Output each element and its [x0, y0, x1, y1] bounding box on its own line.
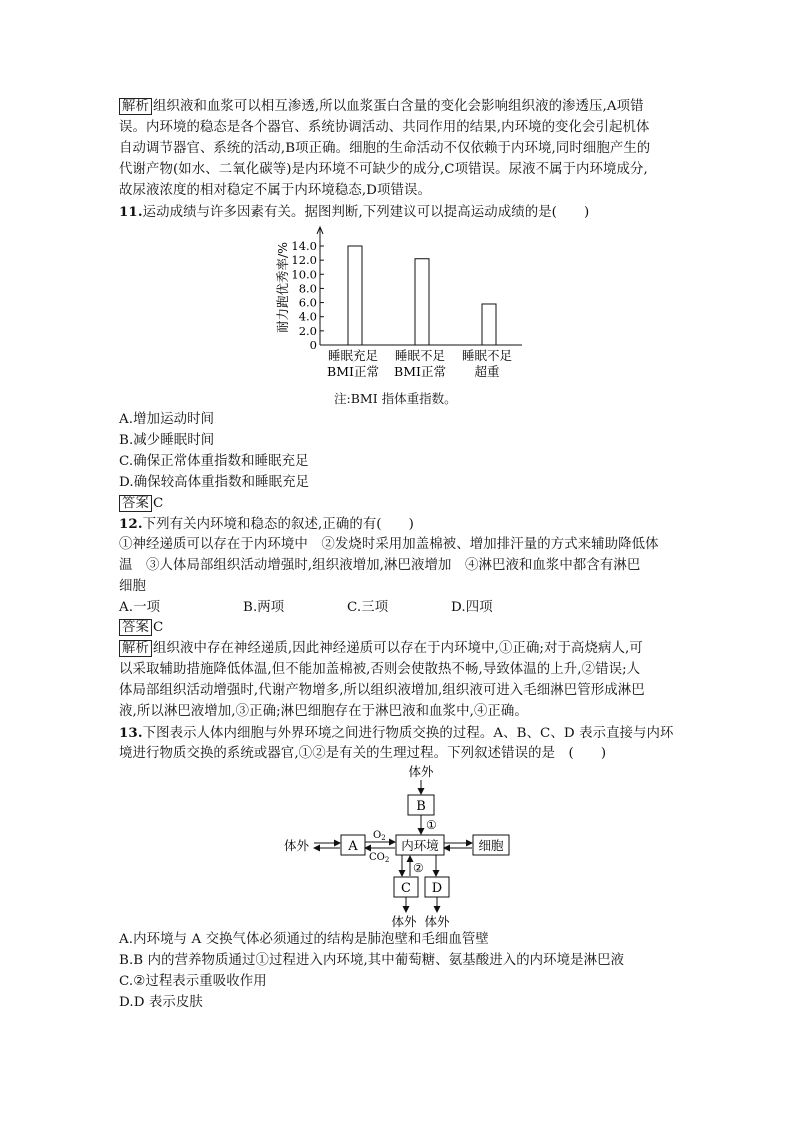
- bar: [482, 304, 496, 345]
- q13-option-a: A.内环境与 A 交换气体必须通过的结构是肺泡壁和毛细血管壁: [119, 932, 489, 947]
- q11-stem: 11.运动成绩与许多因素有关。据图判断,下列建议可以提高运动成绩的是( ): [119, 204, 590, 220]
- box-c-label: C: [401, 881, 411, 896]
- q13-stem-line-2: 境进行物质交换的系统或器官,①②是有关的生理过程。下列叙述错误的是 ( ): [119, 746, 607, 761]
- q13-option-c: C.②过程表示重吸收作用: [119, 974, 267, 989]
- q12-analysis-line-1: 解析 组织液中存在神经递质,因此神经递质可以存在于内环境中,①正确;对于高烧病人,可: [119, 639, 643, 659]
- center-label: 内环境: [401, 838, 439, 853]
- q12-option-b: B.两项: [243, 600, 285, 615]
- q13-option-d: D.D 表示皮肤: [119, 995, 203, 1010]
- q12-statement-line-2: 温 ③人体局部组织活动增强时,组织液增加,淋巴液增加 ④淋巴液和血浆中都含有淋巴: [119, 558, 641, 573]
- category-label: 超重: [474, 364, 500, 379]
- q11-number: 11.: [119, 204, 143, 220]
- process-1-label: ①: [426, 818, 437, 832]
- q11-bar-chart: [270, 224, 540, 400]
- outside-top-label: 体外: [408, 764, 434, 779]
- q12-analysis-line-4: 液,所以淋巴液增加,③正确;淋巴细胞存在于淋巴液和血浆中,④正确。: [119, 704, 528, 719]
- category-label: 睡眠不足: [461, 348, 513, 363]
- outside-bottom-d-label: 体外: [424, 914, 450, 929]
- q10-analysis-line-3: 自动调节器官、系统的活动,B项正确。细胞的生命活动不仅依赖于内环境,同时细胞产生的: [119, 141, 651, 156]
- y-tick-label: 12.0: [291, 253, 317, 268]
- q10-analysis-line-2: 误。内环境的稳态是各个器官、系统协调活动、共同作用的结果,内环境的变化会引起机体: [119, 120, 650, 135]
- bar: [348, 246, 362, 345]
- y-tick-label: 10.0: [291, 267, 317, 282]
- y-tick-label: 4.0: [298, 309, 317, 324]
- co2-label: $CO_2$: [369, 852, 390, 864]
- outside-left-label: 体外: [284, 838, 310, 853]
- answer-tag: 答案: [119, 495, 152, 512]
- box-d-label: D: [431, 881, 443, 896]
- q12-option-d: D.四项: [451, 600, 493, 615]
- q12-statement-line-1: ①神经递质可以存在于内环境中 ②发烧时采用加盖棉被、增加排汗量的方式来辅助降低体: [119, 537, 659, 552]
- analysis-tag: 解析: [119, 640, 152, 657]
- q12-statement-line-3: 细胞: [119, 579, 146, 594]
- q11-option-d: D.确保较高体重指数和睡眠充足: [119, 475, 310, 490]
- q10-analysis-line-5: 故尿液浓度的相对稳定不属于内环境稳态,D项错误。: [119, 183, 431, 198]
- q11-option-a: A.增加运动时间: [119, 412, 215, 427]
- category-label: 睡眠不足: [394, 348, 446, 363]
- outside-bottom-c-label: 体外: [391, 914, 417, 929]
- q12-analysis-line-3: 体局部组织活动增强时,代谢产物增多,所以组织液增加,组织液可进入毛细淋巴管形成淋巴: [119, 683, 645, 698]
- q12-answer: 答案 C: [119, 618, 163, 638]
- q12-stem: 12.下列有关内环境和稳态的叙述,正确的有( ): [119, 516, 414, 532]
- category-label: BMI正常: [327, 364, 379, 379]
- category-label: 睡眠充足: [327, 348, 379, 363]
- o2-label: $O_2$: [373, 830, 386, 842]
- analysis-tag: 解析: [119, 98, 152, 115]
- y-tick-label: 14.0: [291, 239, 317, 253]
- category-label: BMI正常: [394, 364, 446, 379]
- q12-option-a: A.一项: [119, 600, 161, 615]
- q13-number: 13.: [119, 725, 143, 741]
- q11-answer: 答案 C: [119, 494, 163, 514]
- q11-option-c: C.确保正常体重指数和睡眠充足: [119, 454, 309, 469]
- y-tick-label: 6.0: [298, 295, 317, 310]
- q13-diagram: [270, 762, 530, 930]
- answer-tag: 答案: [119, 619, 152, 636]
- q13-stem-line-1: 13.下图表示人体内细胞与外界环境之间进行物质交换的过程。A、B、C、D 表示直接与内环: [119, 725, 674, 741]
- y-tick-label: 0: [309, 338, 317, 352]
- bar: [415, 259, 429, 345]
- q10-analysis-line-1: 解析 组织液和血浆可以相互渗透,所以血浆蛋白含量的变化会影响组织液的渗透压,A项错: [119, 97, 644, 117]
- y-tick-label: 8.0: [298, 281, 317, 296]
- q12-option-c: C.三项: [347, 600, 389, 615]
- box-a-label: A: [348, 839, 358, 854]
- q12-analysis-line-2: 以采取辅助措施降低体温,但不能加盖棉被,否则会使散热不畅,导致体温的上升,②错误;人: [119, 662, 641, 677]
- q10-analysis-line-4: 代谢产物(如水、二氧化碳等)是内环境不可缺少的成分,C项错误。尿液不属于内环境成分,: [119, 162, 648, 177]
- box-b-label: B: [416, 799, 426, 814]
- q11-option-b: B.减少睡眠时间: [119, 433, 215, 448]
- process-2-label: ②: [413, 861, 424, 875]
- y-axis-label: 耐力跑优秀率/%: [275, 241, 290, 334]
- chart-note: 注:BMI 指体重指数。: [334, 391, 457, 406]
- q12-number: 12.: [119, 516, 143, 532]
- cell-label: 细胞: [478, 838, 504, 853]
- y-tick-label: 2.0: [298, 323, 317, 338]
- q13-option-b: B.B 内的营养物质通过①过程进入内环境,其中葡萄糖、氨基酸进入的内环境是淋巴液: [119, 953, 625, 968]
